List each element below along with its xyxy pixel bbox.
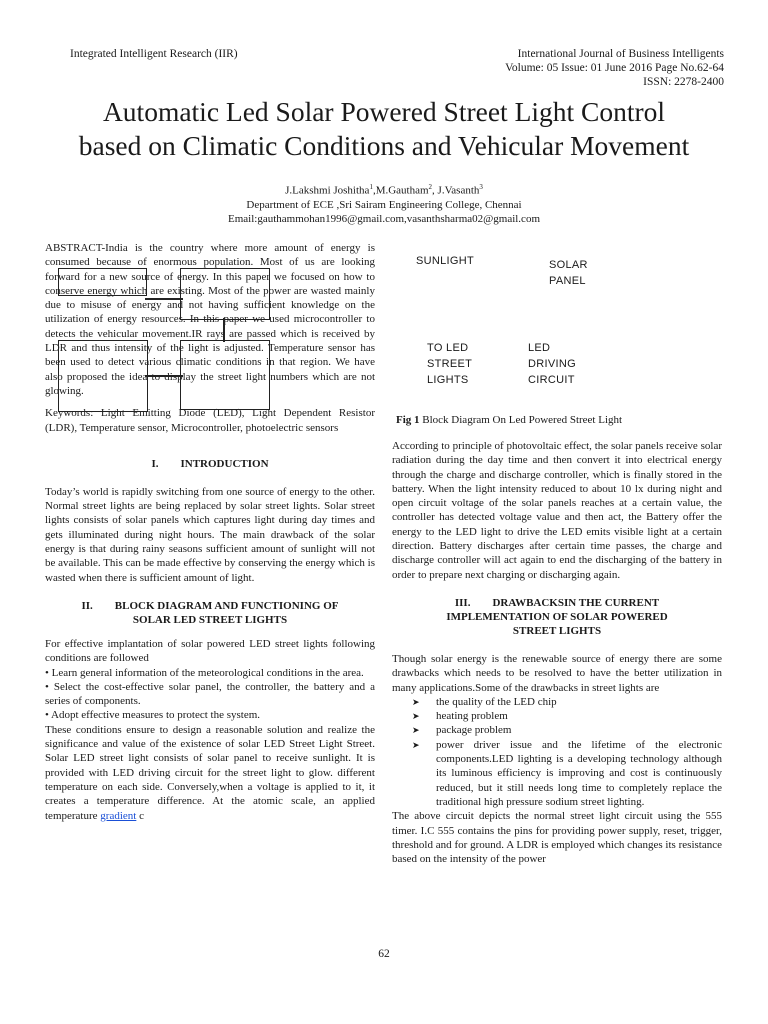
left-column [45, 241, 375, 823]
list-item: ➤ power driver issue and the lifetime of the electronic components.LED lighting is a developing technology although its luminous efficiency is improving and cost is continuously reduced, but it still needs long time to completely replace the traditional high pressure sodium street lighting. [412, 738, 722, 808]
journal-issn: ISSN: 2278-2400 [643, 76, 724, 88]
connector-line [145, 375, 183, 377]
list-item: ➤ the quality of the LED chip [412, 695, 557, 708]
diagram-box-fragment [58, 268, 147, 296]
journal-name: International Journal of Business Intelligents [517, 48, 724, 60]
diagram-box-fragment [180, 268, 270, 320]
author-names: J.Lakshmi Joshitha$^1$,M.Gautham$^2$, J.Vasanth$^3$ [285, 183, 483, 197]
diagram-solar-panel-label: SOLAR PANEL [549, 259, 588, 287]
diagram-box-fragment [180, 340, 270, 410]
drawbacks-intro: Though solar energy is the renewable source of energy there are some drawbacks which needs to be resolved to have the better utilization in many applications.Some of the drawbacks in street lights are [392, 652, 722, 694]
section-block-diagram-heading: II. BLOCK DIAGRAM AND FUNCTIONING OF SOLAR LED STREET LIGHTS [81, 599, 339, 626]
drawbacks-list [412, 695, 722, 809]
section-drawbacks-heading: III. DRAWBACKSIN THE CURRENT IMPLEMENTATION OF SOLAR POWERED STREET LIGHTS [446, 596, 668, 637]
connector-line [145, 298, 183, 300]
connector-line [223, 318, 225, 342]
diagram-sunlight-label: SUNLIGHT [416, 255, 475, 267]
paper-title-line2: based on Climatic Conditions and Vehicular Movement [78, 130, 690, 161]
right-column [392, 439, 722, 866]
journal-left-header: Integrated Intelligent Research (IIR) [70, 48, 238, 60]
section-introduction-heading: I. INTRODUCTION [151, 457, 269, 470]
page-number: 62 [378, 948, 390, 960]
list-item: ➤ package problem [412, 724, 512, 737]
block-diagram-text: These conditions ensure to design a reasonable solution and realize the significance and value of the existence of solar LED Street Light Street. Solar LED street light consists of solar panel to receive sunlight. It is provided with LED driving circuit for the street light to glow. different temperature on each side. Conversely,when a voltage is applied to it, it creates a temperature difference. At the atomic scale, an applied temperature gradient c [45, 723, 375, 822]
author-department: Department of ECE ,Sri Sairam Engineering College, Chennai [246, 198, 522, 211]
diagram-to-led-label: TO LED STREET LIGHTS [427, 342, 473, 386]
journal-volume: Volume: 05 Issue: 01 June 2016 Page No.62-64 [505, 62, 724, 74]
paper-title [20, 95, 748, 163]
photovoltaic-paragraph: According to principle of photovoltaic effect, the solar panels receive solar radiation during the day time and then convert it into electrical energy through the charge and discharge controller, which is finally stored in the battery. When the light intensity reduced to about 10 lx during night and open circuit voltage of the solar panels reaches at a certain value, the controller has detected voltage value and then act, the Battery offer the energy to the LED light to drive the LED emits visible light at a certain direction. Battery discharges after certain time passes, the charge and discharge controller will act again to end the discharging of the battery in order to prepare next charging or discharging again. [392, 440, 722, 581]
gradient-link[interactable]: gradient [100, 809, 137, 822]
author-email: Email:gauthammohan1996@gmail.com,vasanthsharma02@gmail.com [228, 212, 540, 225]
keywords: Keywords: Light Emitting Diode (LED), Light Dependent Resistor (LDR), Temperature sensor, Microcontroller, photoelectric sensors [45, 407, 375, 434]
condition-item: • Learn general information of the meteorological conditions in the area. [45, 666, 364, 679]
circuit-paragraph: The above circuit depicts the normal street light circuit using the 555 timer. I.C 555 contains the pins for providing power supply, reset, trigger, threshold and for ground. A LDR is employed which changes its resistance based on the intensity of the power [392, 810, 722, 866]
abstract: ABSTRACT-India is the country where more amount of energy is consumed because of enormous population. Most of us are looking forward for a new source of energy. In this paper we focused on how to conserve energy which are existing. Most of the power are wasted mainly due to misuse of energy and not having sufficient knowledge on the utilization of energy resources. In this paper we used microcontroller to detects the vehicular movement.IR rays are passed which is received by LDR and thus intensity of the light is adjusted. Temperature sensor has been used to detect various climatic conditions in that region. We have also proposed the idea to display the street light numbers which are not glowing. [45, 242, 375, 397]
block-diagram-intro: For effective implantation of solar powered LED street lights following conditions are followed [45, 637, 375, 665]
author-block [0, 180, 768, 226]
list-item: ➤ heating problem [412, 710, 508, 723]
journal-right-header [505, 47, 724, 89]
diagram-led-driving-label: LED DRIVING CIRCUIT [528, 342, 576, 386]
condition-item: • Adopt effective measures to protect the system. [45, 709, 261, 722]
figure-caption: Fig 1 Block Diagram On Led Powered Street Light [396, 414, 623, 426]
condition-item: • Select the cost-effective solar panel, the controller, the battery and a series of components. [45, 680, 375, 708]
diagram-box-fragment [58, 340, 148, 412]
introduction-text: Today’s world is rapidly switching from one source of energy to the other. Normal street lights are being replaced by solar street lights. Solar street lights consists of solar panels which captures light during day times and gets illuminated during night hours. The main drawback of the solar energy is that during rainy seasons sufficient amount of sunlight will not be available. This can be made effective by conserving the energy which is wasted when there is sufficient amount of light. [45, 485, 375, 584]
paper-title-line1: Automatic Led Solar Powered Street Light Control [102, 96, 666, 127]
